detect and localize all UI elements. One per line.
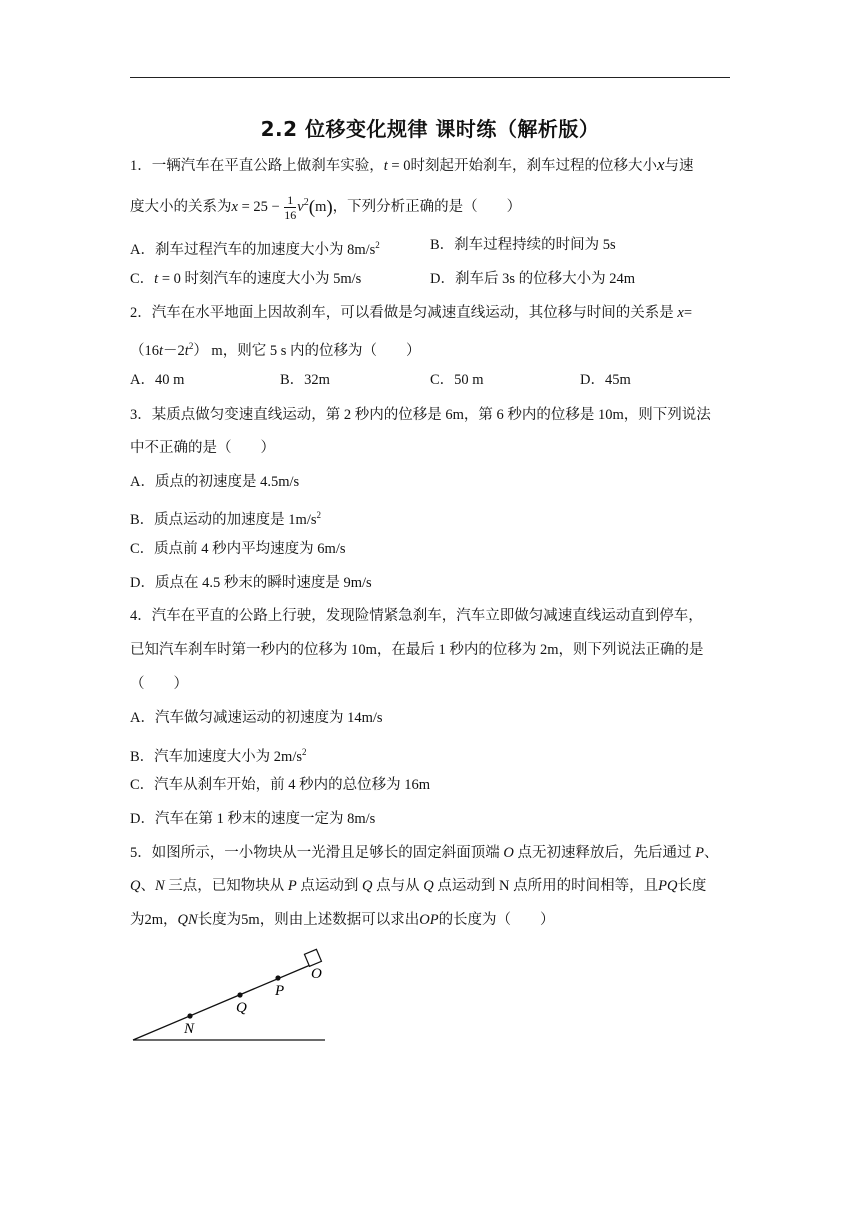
q1-fraction: $\frac{1}{16}$: [284, 193, 297, 222]
q4-option-c[interactable]: C．汽车从刹车开始，前 4 秒内的总位移为 16m: [130, 777, 431, 793]
block-icon: [304, 949, 321, 966]
q4-stem-line2: 已知汽车刹车时第一秒内的位移为 10m，在最后 1 秒内的位移为 2m，则下列说法正确的是: [130, 642, 704, 658]
q3-option-c[interactable]: C．质点前 4 秒内平均速度为 6m/s: [130, 541, 346, 557]
q2-stem-line1: 2．汽车在水平地面上因故刹车，可以看做是匀减速直线运动，其位移与时间的关系是 x=: [130, 305, 692, 321]
q2-option-a[interactable]: A．40 m: [130, 372, 185, 388]
q2-option-c[interactable]: C．50 m: [430, 372, 484, 388]
header-rule: [130, 77, 730, 78]
page-title: 2.2 位移变化规律 课时练（解析版）: [260, 117, 600, 141]
point-q: [237, 992, 242, 997]
q2-option-d[interactable]: D．45m: [580, 372, 631, 388]
q2-stem-line2: $(16t-2t^2)$ m，则它 5 s 内的位移为（ ）: [130, 341, 421, 359]
q2-option-b[interactable]: B．32m: [280, 372, 330, 388]
label-q: Q: [236, 1000, 247, 1016]
q3-stem-line1: 3．某质点做匀变速直线运动，第 2 秒内的位移是 6m，第 6 秒内的位移是 10m，则下列说法: [130, 407, 711, 423]
q4-option-b[interactable]: B．汽车加速度大小为 $2m/s^2$: [130, 747, 307, 765]
q4-option-d[interactable]: D．汽车在第 1 秒末的速度一定为 8m/s: [130, 811, 376, 827]
q1-option-d[interactable]: D．刹车后 3s 的位移大小为 24m: [430, 271, 636, 287]
q1-stem-line1: 1．一辆汽车在平直公路上做刹车实验，t = 0时刻起开始刹车，刹车过程的位移大小x与速: [130, 155, 694, 174]
q5-incline-figure: [125, 940, 345, 1050]
point-n: [187, 1013, 192, 1018]
q4-stem-line1: 4．汽车在平直的公路上行驶，发现险情紧急刹车，汽车立即做匀减速直线运动直到停车，: [130, 608, 703, 624]
q3-option-b[interactable]: B．质点运动的加速度是 $1m/s^2$: [130, 510, 321, 528]
label-p: P: [275, 983, 285, 999]
q3-stem-line2: 中不正确的是（ ）: [130, 440, 275, 456]
q5-stem-line2: Q、N 三点，已知物块从 P 点运动到 Q 点与从 Q 点运动到 N 点所用的时间相等，且PQ长度: [130, 878, 707, 894]
label-o: O: [311, 966, 322, 982]
q1-formula: x = 25 − $\frac{1}{16}$ $v^2(m)$: [231, 193, 333, 222]
q1-option-b[interactable]: B．刹车过程持续的时间为 5s: [430, 237, 616, 253]
q3-option-d[interactable]: D．质点在 4.5 秒末的瞬时速度是 9m/s: [130, 575, 372, 591]
q4-option-a[interactable]: A．汽车做匀减速运动的初速度为 14m/s: [130, 710, 383, 726]
label-n: N: [184, 1021, 195, 1037]
q5-stem-line3: 为2m，QN长度为5m，则由上述数据可以求出OP的长度为（ ）: [130, 912, 555, 928]
q5-stem-line1: 5．如图所示，一小物块从一光滑且足够长的固定斜面顶端 O 点无初速释放后，先后通过 P、: [130, 845, 719, 861]
point-p: [275, 975, 280, 980]
q4-stem-line3: （ ）: [130, 676, 188, 692]
incline-line: [133, 963, 315, 1040]
q1-option-c[interactable]: C．t = 0 时刻汽车的速度大小为 5m/s: [130, 271, 362, 287]
q1-option-a[interactable]: A．刹车过程汽车的加速度大小为 $8m/s^2$: [130, 240, 380, 258]
q3-option-a[interactable]: A．质点的初速度是 4.5m/s: [130, 474, 300, 490]
q1-stem-line2: 度大小的关系为x = 25 − $\frac{1}{16}$ $v^2(m)$，下列分析正确的是（ ）: [130, 193, 522, 222]
